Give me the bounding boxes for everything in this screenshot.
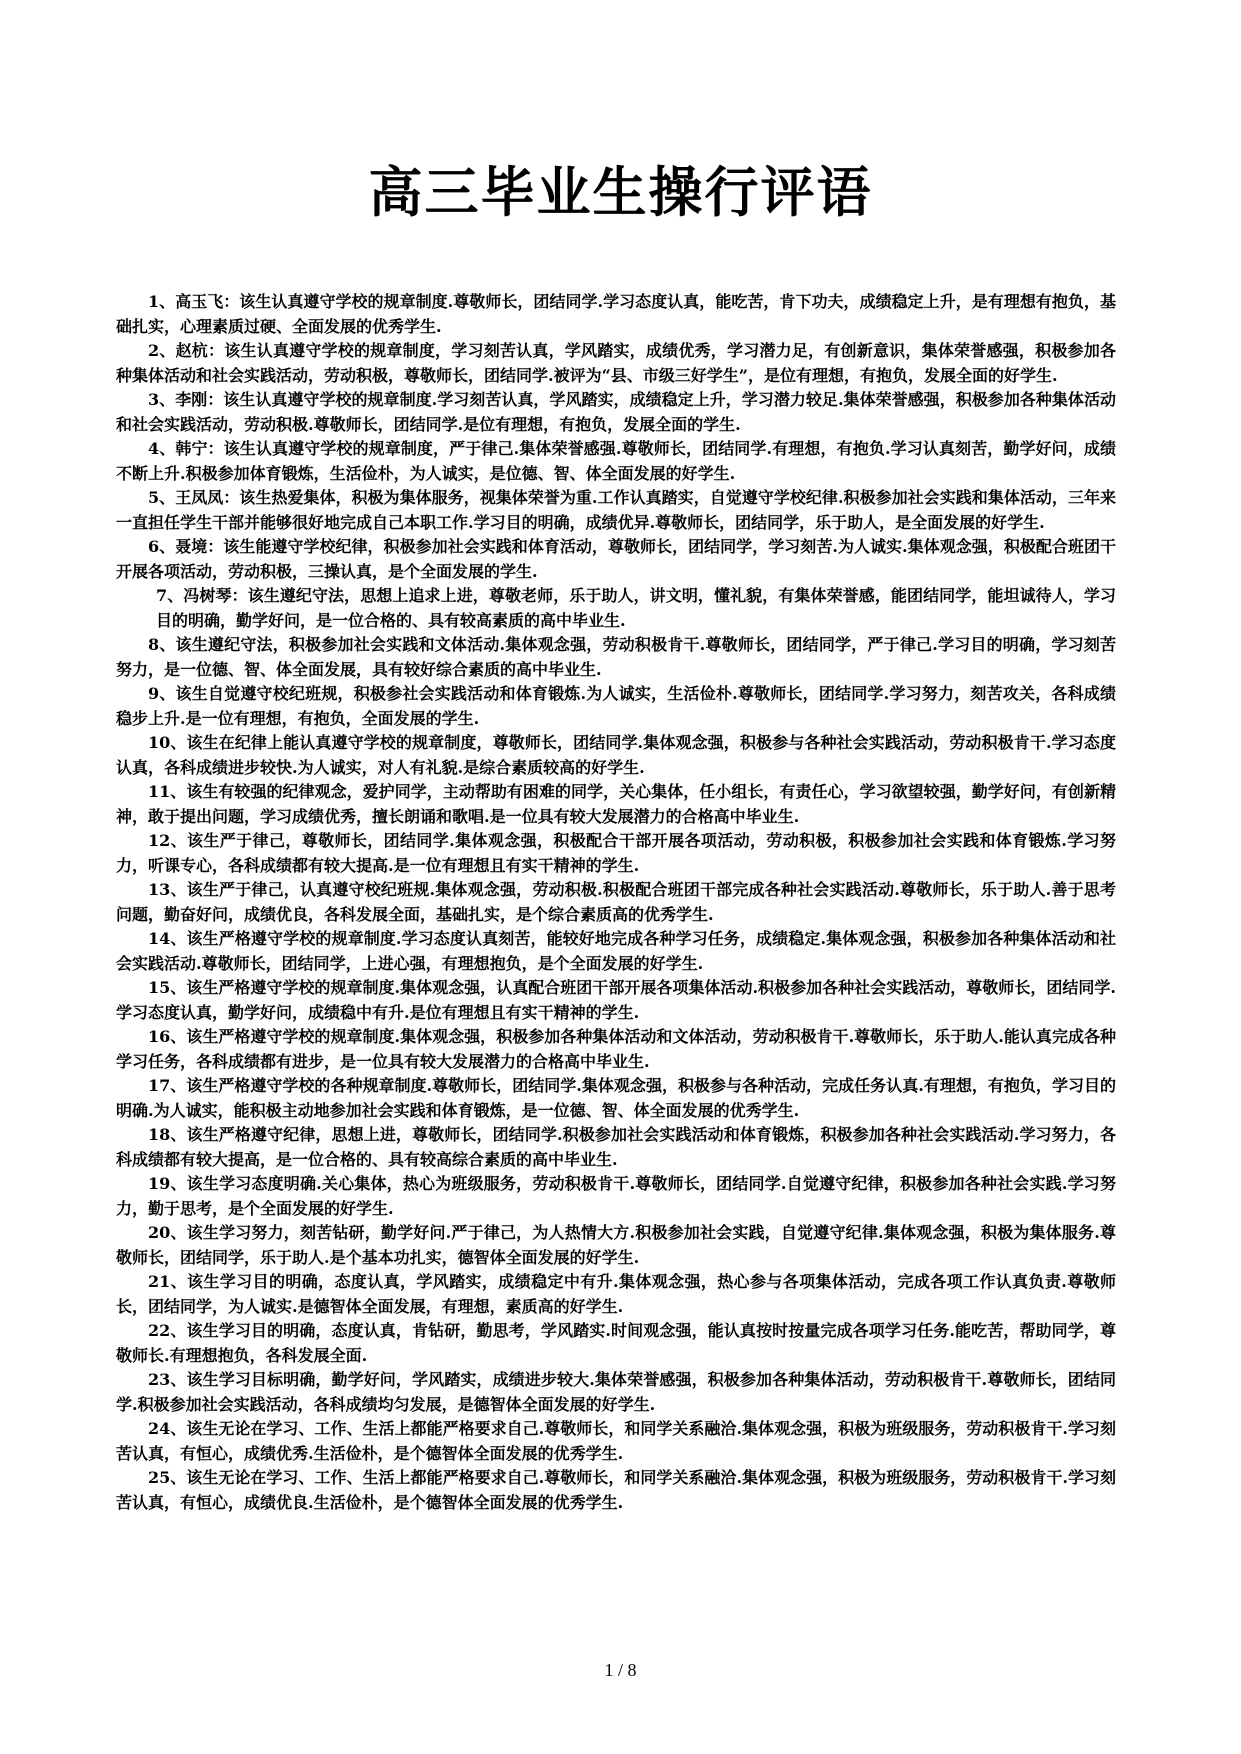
evaluation-entry-21: 21、该生学习目的明确，态度认真，学风踏实，成绩稳定中有升.集体观念强，热心参与各项集体活动，完成各项工作认真负责.尊敬师长，团结同学，为人诚实.是德智体全面发展，有理想，素质高的好学生. (116, 1272, 1116, 1316)
evaluation-entry-7: 7、冯树琴：该生遵纪守法，思想上追求上进，尊敬老师，乐于助人，讲文明，懂礼貌，有集体荣誉感，能团结同学，能坦诚待人，学习目的明确，勤学好问，是一位合格的、具有较高素质的高中毕业生. (156, 586, 1116, 630)
document-title: 高三毕业生操行评语 (368, 161, 873, 224)
evaluation-entry-20: 20、该生学习努力，刻苦钻研，勤学好问.严于律己，为人热情大方.积极参加社会实践，自觉遵守纪律.集体观念强，积极为集体服务.尊敬师长，团结同学，乐于助人.是个基本功扎实，德智体全面发展的好学生. (116, 1223, 1116, 1267)
evaluation-entry-2: 2、赵杭：该生认真遵守学校的规章制度，学习刻苦认真，学风踏实，成绩优秀，学习潜力足，有创新意识，集体荣誉感强，积极参加各种集体活动和社会实践活动，劳动积极，尊敬师长，团结同学.被评为“县、市级三好学生”，是位有理想，有抱负，发展全面的好学生. (116, 341, 1116, 385)
evaluation-list (116, 290, 1116, 1515)
evaluation-entry-23: 23、该生学习目标明确，勤学好问，学风踏实，成绩进步较大.集体荣誉感强，积极参加各种集体活动，劳动积极肯干.尊敬师长，团结同学.积极参加社会实践活动，各科成绩均匀发展，是德智体全面发展的好学生. (116, 1370, 1116, 1414)
page-number: 1 / 8 (604, 1660, 637, 1680)
evaluation-entry-14: 14、该生严格遵守学校的规章制度.学习态度认真刻苦，能较好地完成各种学习任务，成绩稳定.集体观念强，积极参加各种集体活动和社会实践活动.尊敬师长，团结同学，上进心强，有理想抱负，是个全面发展的好学生. (116, 929, 1116, 973)
evaluation-entry-25: 25、该生无论在学习、工作、生活上都能严格要求自己.尊敬师长，和同学关系融洽.集体观念强，积极为班级服务，劳动积极肯干.学习刻苦认真，有恒心，成绩优良.生活俭朴，是个德智体全面发展的优秀学生. (116, 1468, 1116, 1512)
evaluation-entry-17: 17、该生严格遵守学校的各种规章制度.尊敬师长，团结同学.集体观念强，积极参与各种活动，完成任务认真.有理想，有抱负，学习目的明确.为人诚实，能积极主动地参加社会实践和体育锻炼，是一位德、智、体全面发展的优秀学生. (116, 1076, 1116, 1120)
evaluation-entry-13: 13、该生严于律己，认真遵守校纪班规.集体观念强，劳动积极.积极配合班团干部完成各种社会实践活动.尊敬师长，乐于助人.善于思考问题，勤奋好问，成绩优良，各科发展全面，基础扎实，是个综合素质高的优秀学生. (116, 880, 1116, 924)
evaluation-entry-5: 5、王凤凤：该生热爱集体，积极为集体服务，视集体荣誉为重.工作认真踏实，自觉遵守学校纪律.积极参加社会实践和集体活动，三年来一直担任学生干部并能够很好地完成自己本职工作.学习目的明确，成绩优异.尊敬师长，团结同学，乐于助人，是全面发展的好学生. (116, 488, 1116, 532)
evaluation-entry-8: 8、该生遵纪守法，积极参加社会实践和文体活动.集体观念强，劳动积极肯干.尊敬师长，团结同学，严于律己.学习目的明确，学习刻苦努力，是一位德、智、体全面发展，具有较好综合素质的高中毕业生. (116, 635, 1116, 679)
evaluation-entry-9: 9、该生自觉遵守校纪班规，积极参社会实践活动和体育锻炼.为人诚实，生活俭朴.尊敬师长，团结同学.学习努力，刻苦攻关，各科成绩稳步上升.是一位有理想，有抱负，全面发展的学生. (116, 684, 1116, 728)
evaluation-entry-24: 24、该生无论在学习、工作、生活上都能严格要求自己.尊敬师长，和同学关系融洽.集体观念强，积极为班级服务，劳动积极肯干.学习刻苦认真，有恒心，成绩优秀.生活俭朴，是个德智体全面发展的优秀学生. (116, 1419, 1116, 1463)
evaluation-entry-11: 11、该生有较强的纪律观念，爱护同学，主动帮助有困难的同学，关心集体，任小组长，有责任心，学习欲望较强，勤学好问，有创新精神，敢于提出问题，学习成绩优秀，擅长朗诵和歌唱.是一位具有较大发展潜力的合格高中毕业生. (116, 782, 1116, 826)
evaluation-entry-15: 15、该生严格遵守学校的规章制度.集体观念强，认真配合班团干部开展各项集体活动.积极参加各种社会实践活动，尊敬师长，团结同学.学习态度认真，勤学好问，成绩稳中有升.是位有理想且有实干精神的学生. (116, 978, 1116, 1022)
evaluation-entry-19: 19、该生学习态度明确.关心集体，热心为班级服务，劳动积极肯干.尊敬师长，团结同学.自觉遵守纪律，积极参加各种社会实践.学习努力，勤于思考，是个全面发展的好学生. (116, 1174, 1116, 1218)
evaluation-entry-16: 16、该生严格遵守学校的规章制度.集体观念强，积极参加各种集体活动和文体活动，劳动积极肯干.尊敬师长，乐于助人.能认真完成各种学习任务，各科成绩都有进步，是一位具有较大发展潜力的合格高中毕业生. (116, 1027, 1116, 1071)
evaluation-entry-3: 3、李刚：该生认真遵守学校的规章制度.学习刻苦认真，学风踏实，成绩稳定上升，学习潜力较足.集体荣誉感强，积极参加各种集体活动和社会实践活动，劳动积极.尊敬师长，团结同学.是位有理想，有抱负，发展全面的学生. (116, 390, 1116, 434)
evaluation-entry-22: 22、该生学习目的明确，态度认真，肯钻研，勤思考，学风踏实.时间观念强，能认真按时按量完成各项学习任务.能吃苦，帮助同学，尊敬师长.有理想抱负，各科发展全面. (116, 1321, 1116, 1365)
evaluation-entry-4: 4、韩宁：该生认真遵守学校的规章制度，严于律己.集体荣誉感强.尊敬师长，团结同学.有理想，有抱负.学习认真刻苦，勤学好问，成绩不断上升.积极参加体育锻炼，生活俭朴，为人诚实，是位德、智、体全面发展的好学生. (116, 439, 1116, 483)
evaluation-entry-18: 18、该生严格遵守纪律，思想上进，尊敬师长，团结同学.积极参加社会实践活动和体育锻炼，积极参加各种社会实践活动.学习努力，各科成绩都有较大提高，是一位合格的、具有较高综合素质的高中毕业生. (116, 1125, 1116, 1169)
evaluation-entry-6: 6、聂境：该生能遵守学校纪律，积极参加社会实践和体育活动，尊敬师长，团结同学，学习刻苦.为人诚实.集体观念强，积极配合班团干开展各项活动，劳动积极，三操认真，是个全面发展的学生. (116, 537, 1116, 581)
evaluation-entry-10: 10、该生在纪律上能认真遵守学校的规章制度，尊敬师长，团结同学.集体观念强，积极参与各种社会实践活动，劳动积极肯干.学习态度认真，各科成绩进步较快.为人诚实，对人有礼貌.是综合素质较高的好学生. (116, 733, 1116, 777)
evaluation-entry-1: 1、高玉飞：该生认真遵守学校的规章制度.尊敬师长，团结同学.学习态度认真，能吃苦，肯下功夫，成绩稳定上升，是有理想有抱负，基础扎实，心理素质过硬、全面发展的优秀学生. (116, 292, 1116, 336)
evaluation-entry-12: 12、该生严于律己，尊敬师长，团结同学.集体观念强，积极配合干部开展各项活动，劳动积极，积极参加社会实践和体育锻炼.学习努力，听课专心，各科成绩都有较大提高.是一位有理想且有实干精神的学生. (116, 831, 1116, 875)
